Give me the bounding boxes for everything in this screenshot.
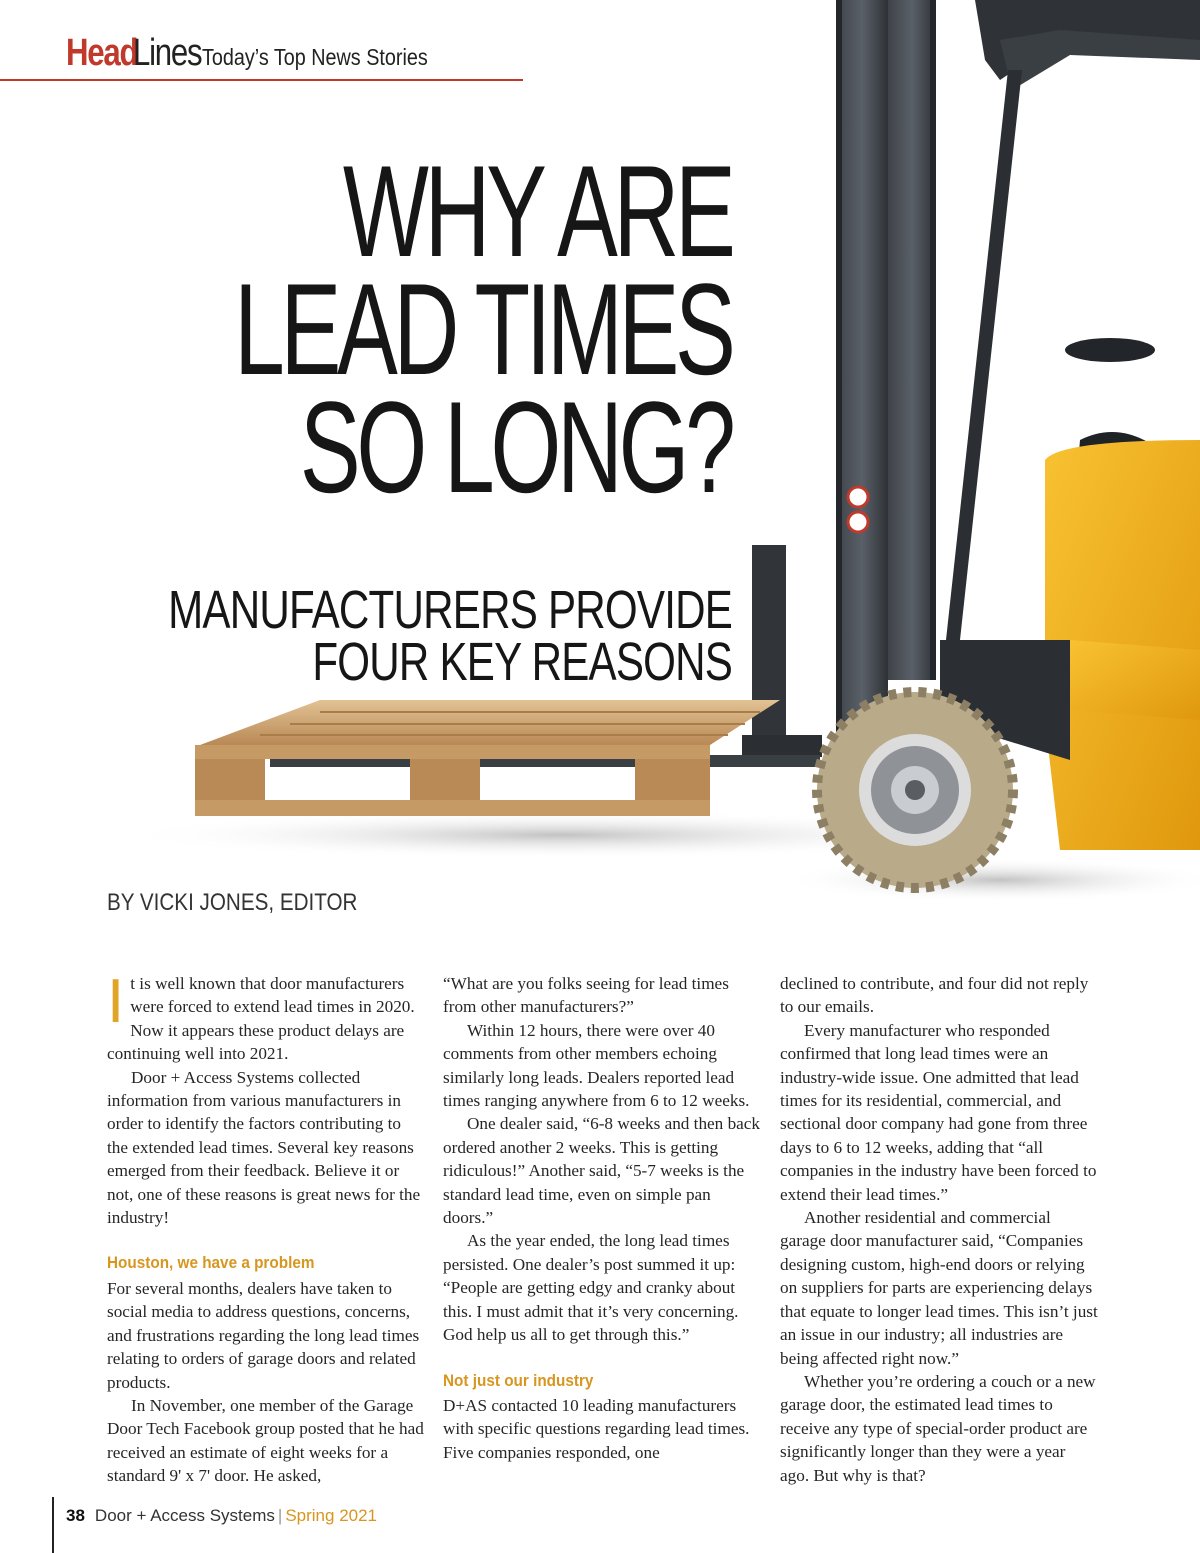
byline: BY VICKI JONES, EDITOR xyxy=(107,889,358,916)
header-rule xyxy=(0,79,523,81)
paragraph xyxy=(107,967,425,1066)
title-line-1: WHY ARE xyxy=(343,138,732,284)
paragraph: For several months, dealers have taken to social media to address questions, concerns, and frustrations regarding the long lead times relating to orders of garage doors and related products. xyxy=(107,1278,420,1392)
subtitle-line-2: FOUR KEY REASONS xyxy=(312,632,732,692)
paragraph: declined to contribute, and four did not reply to our emails. xyxy=(780,974,1089,1017)
paragraph: Whether you’re ordering a couch or a new garage door, the estimated lead times to receive any type of special-order product are significantly longer than they were a year ago. But why is that? xyxy=(780,1371,1096,1485)
article-column-3 xyxy=(780,972,1098,1487)
title-line-2: LEAD TIMES xyxy=(234,256,732,402)
paragraph: Every manufacturer who responded confirmed that long lead times were an industry-wide issue. One admitted that lead times for its residential, commercial, and sectional door company had gone from three days to 6 to 12 weeks, adding that “all companies in the industry have been forced to extend their lead times.” xyxy=(780,1020,1097,1204)
drop-cap: I xyxy=(107,967,125,1036)
paragraph: Door + Access Systems collected information from various manufacturers in order to identify the factors contributing to the extended lead times. Several key reasons emerged from their feedback. Believe it or not, one of these reasons is great news for the industry! xyxy=(107,1067,421,1228)
section-lines-word: Lines xyxy=(132,32,202,74)
footer-rule xyxy=(52,1497,54,1553)
section-subtitle: Today’s Top News Stories xyxy=(202,44,429,70)
paragraph: “What are you folks seeing for lead times from other manufacturers?” xyxy=(443,974,729,1017)
paragraph-text: t is well known that door manufacturers were forced to extend lead times in 2020. Now it appears these product delays are continuing well into 2021. xyxy=(107,974,415,1064)
paragraph: One dealer said, “6-8 weeks and then back ordered another 2 weeks. This is getting ridiculous!” Another said, “5-7 weeks is the standard lead time, even on simple pan doors.” xyxy=(443,1114,761,1228)
subhead-houston: Houston, we have a problem xyxy=(107,1253,315,1273)
paragraph: Another residential and commercial garage door manufacturer said, “Companies designing custom, high-end doors or relying on suppliers for parts are experiencing delays that equate to longer lead times. This isn’t just an issue in our industry; all industries are being affected right now.” xyxy=(780,1208,1098,1368)
section-head-word: Head xyxy=(66,32,138,74)
article-title xyxy=(21,138,732,520)
subtitle-line-1: MANUFACTURERS PROVIDE xyxy=(167,580,732,640)
paragraph: Within 12 hours, there were over 40 comments from other members echoing similarly long leads. Dealers reported lead times ranging anywhere from 6 to 12 weeks. xyxy=(443,1020,750,1111)
paragraph: As the year ended, the long lead times persisted. One dealer’s post summed it up: “People are getting edgy and cranky about this. I must admit that it’s very concerning. God help us all to get through this.” xyxy=(443,1231,739,1345)
article-column-2 xyxy=(443,972,761,1464)
article-column-1 xyxy=(107,967,425,1488)
subhead-industry: Not just our industry xyxy=(443,1370,594,1390)
title-line-3: SO LONG? xyxy=(300,374,732,520)
issue-label: Spring 2021 xyxy=(285,1506,378,1525)
footer-separator: | xyxy=(277,1506,283,1525)
paragraph: D+AS contacted 10 leading manufacturers with specific questions regarding lead times. Five companies responded, one xyxy=(443,1395,750,1462)
section-header xyxy=(66,32,465,75)
article-subtitle xyxy=(9,580,732,692)
page-number: 38 xyxy=(66,1506,85,1525)
paragraph: In November, one member of the Garage Door Tech Facebook group posted that he had received an estimate of eight weeks for a standard 9' x 7' door. He asked, xyxy=(107,1395,424,1486)
page-footer xyxy=(66,1506,377,1526)
magazine-name: Door + Access Systems xyxy=(94,1506,275,1525)
